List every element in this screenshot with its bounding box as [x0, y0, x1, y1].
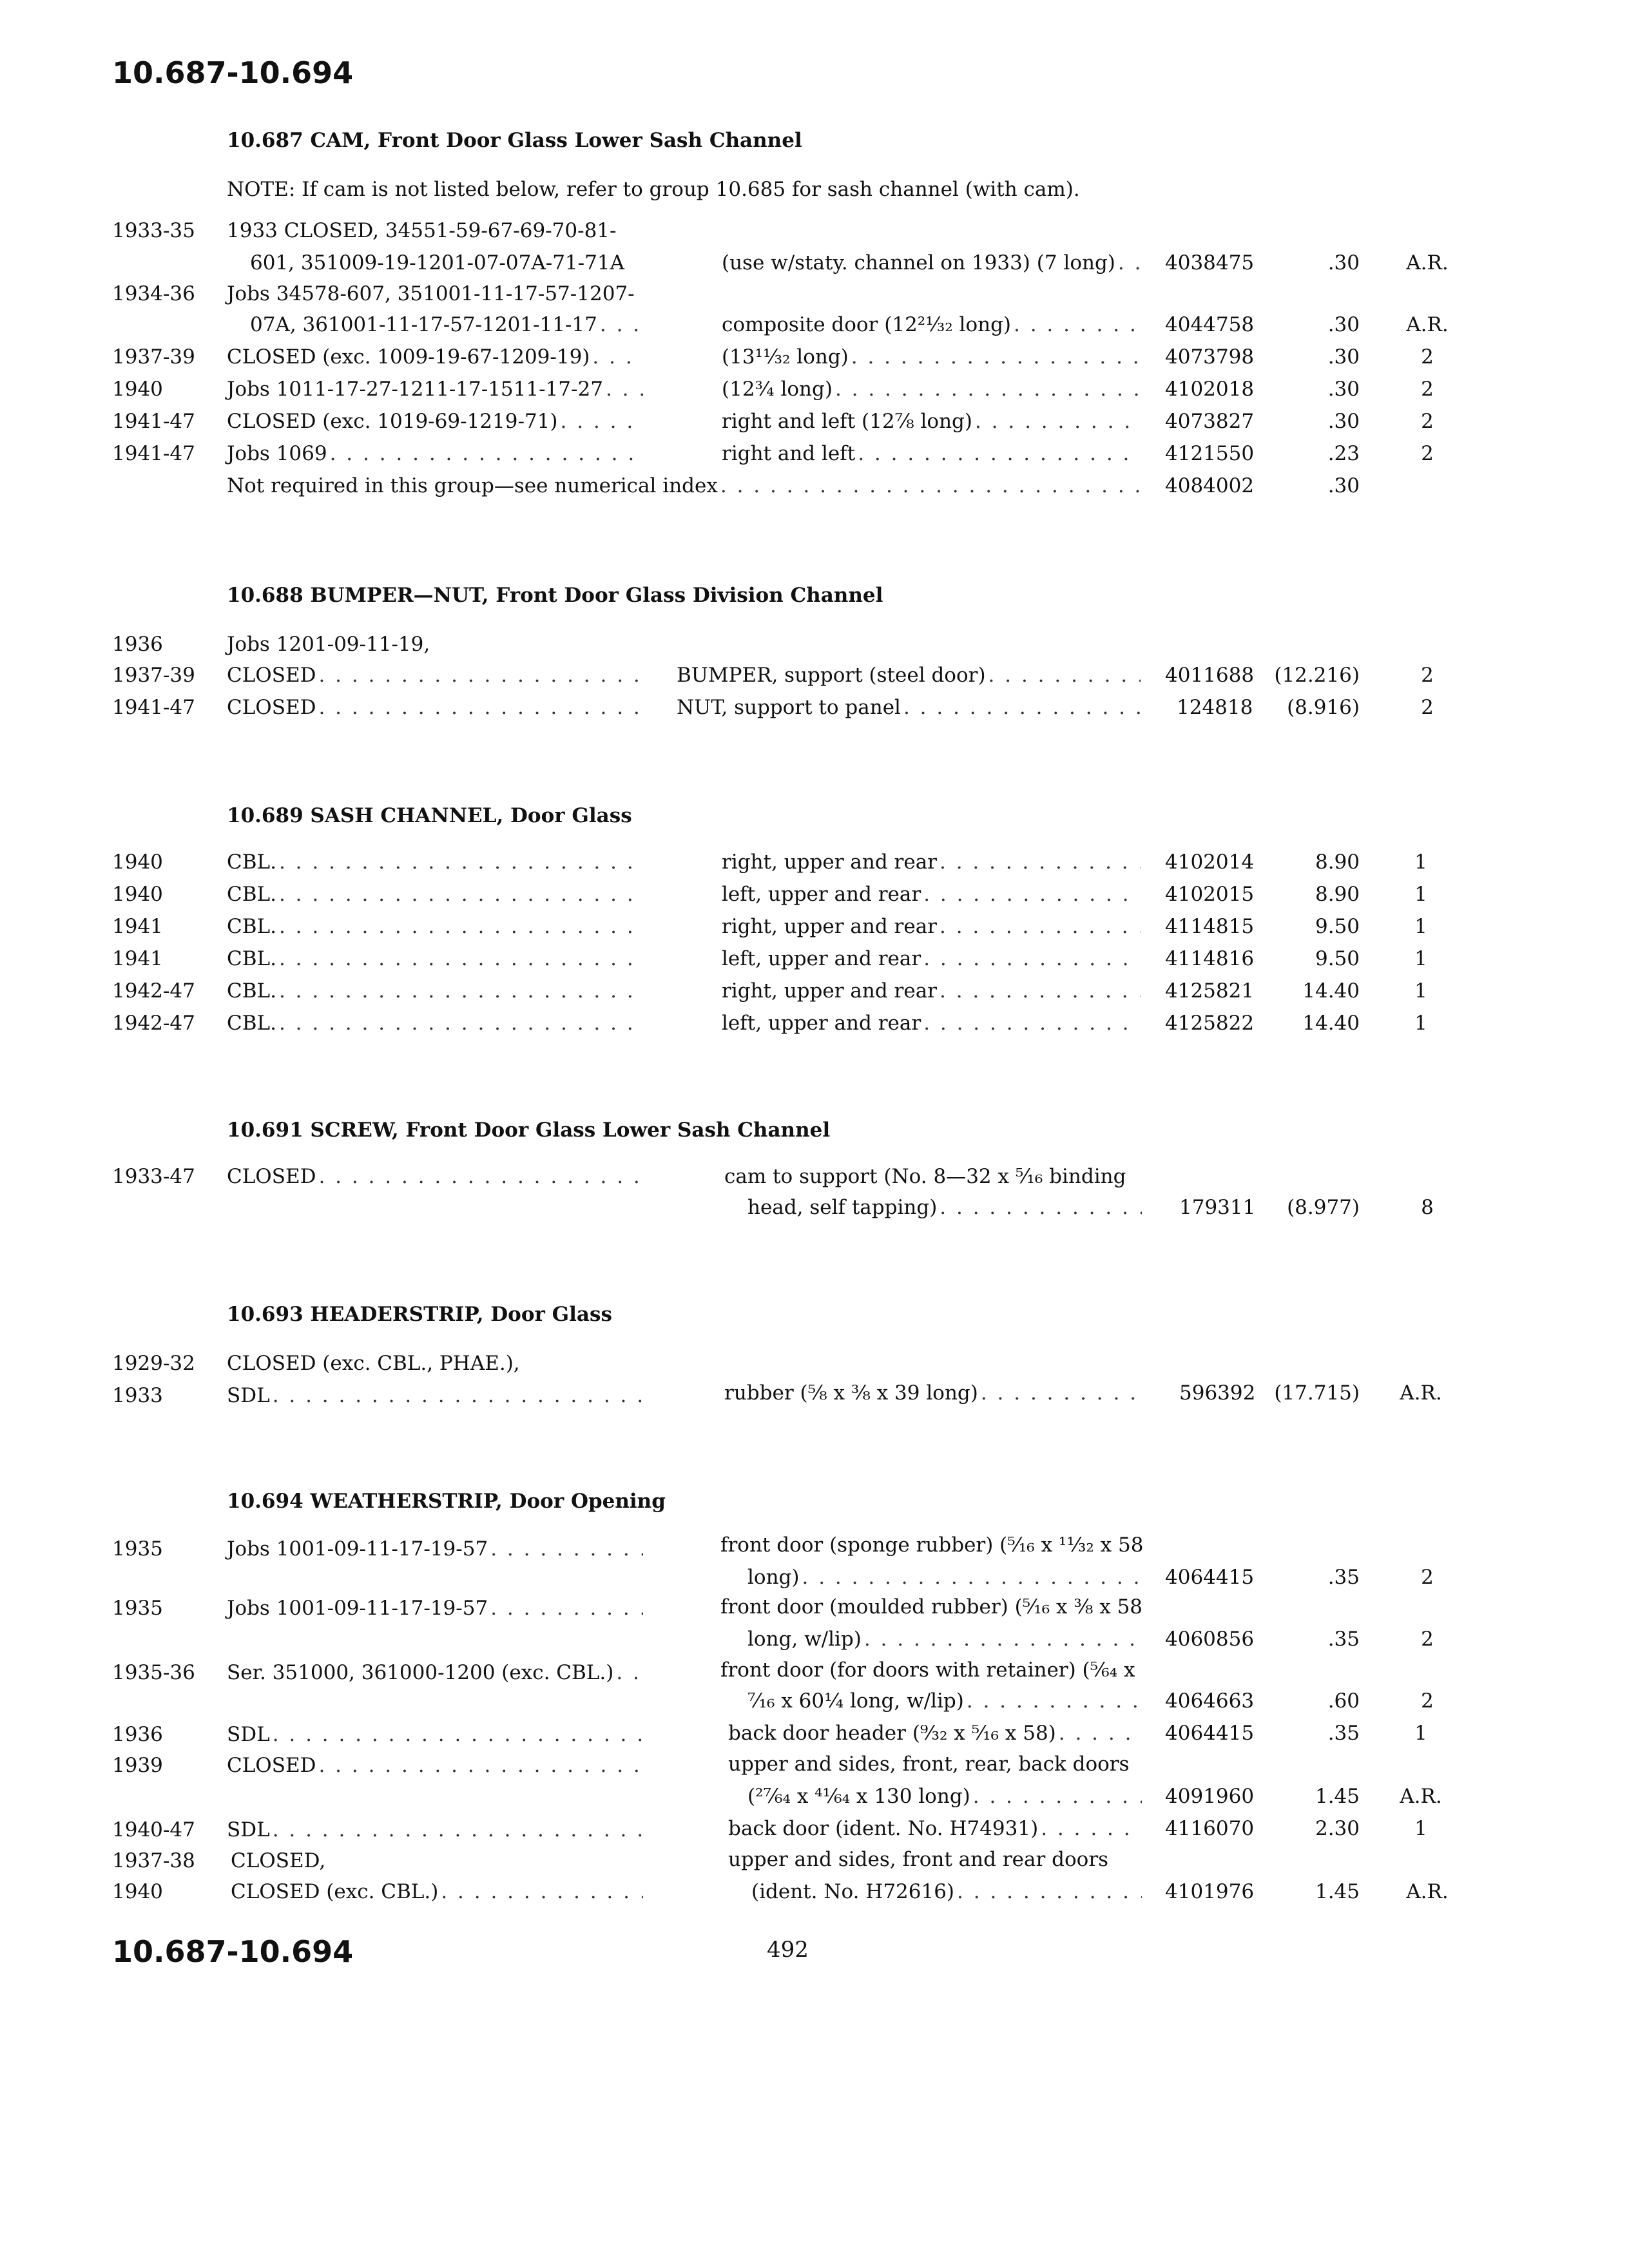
row-qty: 2 [1421, 696, 1434, 719]
row-qty: 2 [1421, 1566, 1434, 1589]
row-qty: 1 [1414, 850, 1427, 874]
row-price: .60 [1327, 1689, 1360, 1713]
row-part: 4060856 [1165, 1628, 1255, 1651]
row-price: (8.977) [1287, 1196, 1360, 1219]
row-price: 1.45 [1315, 1880, 1360, 1903]
row-qty: 1 [1414, 947, 1427, 970]
row-price: (12.216) [1274, 664, 1360, 687]
row-part: 4091960 [1165, 1785, 1255, 1808]
row-year: 1936 [112, 633, 163, 656]
row-year: 1933 [112, 1384, 163, 1407]
section-title-10-687: 10.687 CAM, Front Door Glass Lower Sash Channel [227, 129, 802, 152]
row-price: .23 [1327, 442, 1360, 465]
row-qty: A.R. [1406, 313, 1449, 336]
row-part: 4102015 [1165, 883, 1255, 906]
row-price: 8.90 [1315, 850, 1360, 874]
row-part: 4064663 [1165, 1689, 1255, 1713]
row-model: CLOSED, [231, 1849, 326, 1872]
row-part: 4038475 [1165, 251, 1255, 274]
row-desc: front door (moulded rubber) (⁵⁄₁₆ x ⅜ x 58 [720, 1595, 1143, 1619]
row-model: CBL. . . . [227, 883, 643, 906]
section-title-10-693: 10.693 HEADERSTRIP, Door Glass [227, 1303, 612, 1326]
row-desc: right and left . . . [722, 442, 1141, 465]
row-qty: 2 [1421, 410, 1434, 433]
row-model: CBL. . . . [227, 947, 643, 970]
row-desc: (12¾ long) . . . [722, 378, 1141, 401]
row-price: 14.40 [1302, 979, 1360, 1003]
row-year: 1934-36 [112, 282, 195, 305]
row-desc: right, upper and rear . . . [722, 979, 1141, 1003]
section-title-10-694: 10.694 WEATHERSTRIP, Door Opening [227, 1490, 666, 1513]
row-model: CLOSED (exc. CBL.) . . . [231, 1880, 643, 1903]
row-year: 1940 [112, 378, 163, 401]
row-year: 1940-47 [112, 1818, 195, 1841]
row-model: SDL . . . [227, 1818, 643, 1841]
row-price: .30 [1327, 378, 1360, 401]
row-part: 4121550 [1165, 442, 1255, 465]
section-title-10-691: 10.691 SCREW, Front Door Glass Lower Sash Channel [227, 1119, 831, 1142]
row-model-cont: 07A, 361001-11-17-57-1201-11-17 . . . [250, 313, 643, 336]
row-model: Jobs 1001-09-11-17-19-57 . . . [227, 1597, 643, 1620]
row-qty: A.R. [1400, 1381, 1442, 1405]
row-price: .30 [1327, 345, 1360, 369]
row-model: CLOSED . . . [227, 1754, 643, 1777]
row-year: 1936 [112, 1723, 163, 1746]
row-model: SDL . . . [227, 1384, 643, 1407]
row-desc-cont: (²⁷⁄₆₄ x ⁴¹⁄₆₄ x 130 long) . . . [747, 1785, 1142, 1808]
row-model: CLOSED . . . [227, 664, 643, 687]
row-model-cont: 601, 351009-19-1201-07-07A-71-71A [250, 251, 624, 274]
row-model: Jobs 1201-09-11-19, [227, 633, 430, 656]
row-qty: 2 [1421, 1689, 1434, 1713]
row-desc: back door header (⁹⁄₃₂ x ⁵⁄₁₆ x 58) . . . [728, 1722, 1142, 1745]
section-title-10-688: 10.688 BUMPER—NUT, Front Door Glass Division Channel [227, 584, 883, 607]
row-year: 1937-38 [112, 1849, 195, 1872]
row-model: Ser. 351000, 361000-1200 (exc. CBL.) . . . [227, 1661, 643, 1684]
row-year: 1941 [112, 915, 163, 938]
row-price: .35 [1327, 1566, 1360, 1589]
row-desc: (13¹¹⁄₃₂ long) . . . [722, 345, 1141, 369]
row-part: 124818 [1177, 696, 1253, 719]
row-price: (17.715) [1274, 1381, 1360, 1405]
row-qty: 2 [1421, 345, 1434, 369]
row-desc: upper and sides, front and rear doors [728, 1848, 1109, 1871]
row-price: .35 [1327, 1722, 1360, 1745]
row-price: .30 [1327, 410, 1360, 433]
row-qty: 1 [1414, 1817, 1427, 1840]
row-price: 9.50 [1315, 947, 1360, 970]
row-year: 1940 [112, 883, 163, 906]
row-desc: left, upper and rear . . . [722, 947, 1141, 970]
row-part: 4084002 [1165, 474, 1255, 497]
row-part: 4102018 [1165, 378, 1255, 401]
row-model: Jobs 1011-17-27-1211-17-1511-17-27 . . . [227, 378, 643, 401]
page-header-range: 10.687-10.694 [112, 55, 354, 90]
row-year: 1941 [112, 947, 163, 970]
row-desc: right and left (12⅞ long) . . . [722, 410, 1141, 433]
row-part: 4101976 [1165, 1880, 1255, 1903]
row-model: CLOSED (exc. 1009-19-67-1209-19) . . . [227, 345, 643, 369]
row-model: CBL. . . . [227, 850, 643, 874]
row-model: CLOSED (exc. 1019-69-1219-71) . . . [227, 410, 643, 433]
row-desc-cont: long, w/lip) . . . [747, 1628, 1142, 1651]
row-year: 1935-36 [112, 1661, 195, 1684]
row-part: 4073798 [1165, 345, 1255, 369]
row-desc: back door (ident. No. H74931) . . . [728, 1817, 1142, 1840]
row-year: 1937-39 [112, 345, 195, 369]
row-price: .30 [1327, 474, 1360, 497]
row-model: CLOSED . . . [227, 1165, 643, 1188]
row-qty: 1 [1414, 883, 1427, 906]
row-year: 1942-47 [112, 979, 195, 1003]
row-desc: cam to support (No. 8—32 x ⁵⁄₁₆ binding [724, 1165, 1126, 1188]
row-desc: upper and sides, front, rear, back doors [728, 1753, 1130, 1776]
row-qty: 1 [1414, 1012, 1427, 1035]
page-number: 492 [767, 1937, 809, 1963]
row-part: 4125821 [1165, 979, 1255, 1003]
page-footer-range: 10.687-10.694 [112, 1934, 354, 1969]
row-desc: left, upper and rear . . . [722, 1012, 1141, 1035]
row-desc-cont: head, self tapping) . . . [747, 1196, 1142, 1219]
row-desc-cont: (ident. No. H72616) . . . [751, 1880, 1142, 1903]
row-qty: 2 [1421, 442, 1434, 465]
row-qty: 1 [1414, 1722, 1427, 1745]
row-desc-cont: long) . . . [747, 1566, 1142, 1589]
row-part: 4064415 [1165, 1566, 1255, 1589]
row-part: 4114816 [1165, 947, 1255, 970]
row-price: .30 [1327, 313, 1360, 336]
row-model: CBL. . . . [227, 1012, 643, 1035]
row-price: 9.50 [1315, 915, 1360, 938]
row-part: 4073827 [1165, 410, 1255, 433]
row-qty: 8 [1421, 1196, 1434, 1219]
row-desc: right, upper and rear . . . [722, 850, 1141, 874]
row-qty: A.R. [1406, 1880, 1449, 1903]
row-year: 1941-47 [112, 442, 195, 465]
row-desc: rubber (⅝ x ⅜ x 39 long) . . . [724, 1381, 1143, 1405]
row-year: 1937-39 [112, 664, 195, 687]
row-model: CLOSED . . . [227, 696, 643, 719]
row-year: 1933-47 [112, 1165, 195, 1188]
row-year: 1941-47 [112, 410, 195, 433]
row-price: 1.45 [1315, 1785, 1360, 1808]
row-part: 4114815 [1165, 915, 1255, 938]
row-part: 4125822 [1165, 1012, 1255, 1035]
section-title-10-689: 10.689 SASH CHANNEL, Door Glass [227, 804, 632, 827]
row-desc: right, upper and rear . . . [722, 915, 1141, 938]
row-desc: BUMPER, support (steel door) . . . [677, 664, 1141, 687]
row-part: 4102014 [1165, 850, 1255, 874]
row-model: Jobs 34578-607, 351001-11-17-57-1207- [227, 282, 635, 305]
row-price: 14.40 [1302, 1012, 1360, 1035]
row-qty: 2 [1421, 1628, 1434, 1651]
row-qty: A.R. [1406, 251, 1449, 274]
section-note: NOTE: If cam is not listed below, refer to group 10.685 for sash channel (with cam). [227, 178, 1080, 201]
row-model: Jobs 1001-09-11-17-19-57 . . . [227, 1537, 643, 1561]
row-qty: 2 [1421, 378, 1434, 401]
row-qty: 1 [1414, 915, 1427, 938]
row-part: 4011688 [1165, 664, 1255, 687]
row-part: 4044758 [1165, 313, 1255, 336]
row-part: 179311 [1179, 1196, 1256, 1219]
row-price: 8.90 [1315, 883, 1360, 906]
row-desc: left, upper and rear . . . [722, 883, 1141, 906]
row-year: 1935 [112, 1537, 163, 1561]
row-model: CBL. . . . [227, 979, 643, 1003]
row-part: 4116070 [1165, 1817, 1255, 1840]
row-qty: 2 [1421, 664, 1434, 687]
row-desc: composite door (12²¹⁄₃₂ long) . . . [722, 313, 1141, 336]
row-desc: front door (sponge rubber) (⁵⁄₁₆ x ¹¹⁄₃₂ x 58 [720, 1533, 1144, 1557]
row-part: 596392 [1179, 1381, 1256, 1405]
row-year: 1933-35 [112, 219, 195, 242]
row-desc: front door (for doors with retainer) (⁵⁄₆₄ x [720, 1658, 1135, 1682]
row-qty: A.R. [1400, 1785, 1442, 1808]
row-year: 1942-47 [112, 1012, 195, 1035]
row-desc: (use w/staty. channel on 1933) (7 long) . . . [722, 251, 1141, 274]
row-year: 1929-32 [112, 1352, 195, 1375]
row-model: CBL. . . . [227, 915, 643, 938]
row-model: SDL . . . [227, 1723, 643, 1746]
row-price: 2.30 [1315, 1817, 1360, 1840]
row-model: 1933 CLOSED, 34551-59-67-69-70-81- [227, 219, 617, 242]
row-qty: 1 [1414, 979, 1427, 1003]
row-model: Jobs 1069 . . . [227, 442, 643, 465]
row-desc: NUT, support to panel . . . [677, 696, 1141, 719]
row-year: 1935 [112, 1597, 163, 1620]
row-desc-cont: ⁷⁄₁₆ x 60¼ long, w/lip) . . . [747, 1689, 1142, 1713]
row-model: CLOSED (exc. CBL., PHAE.), [227, 1352, 520, 1375]
row-year: 1940 [112, 1880, 163, 1903]
row-year: 1939 [112, 1754, 163, 1777]
not-required-line: Not required in this group—see numerical index . . . [227, 474, 1141, 497]
row-year: 1941-47 [112, 696, 195, 719]
row-price: (8.916) [1287, 696, 1360, 719]
row-part: 4064415 [1165, 1722, 1255, 1745]
row-price: .35 [1327, 1628, 1360, 1651]
row-year: 1940 [112, 850, 163, 874]
row-price: .30 [1327, 251, 1360, 274]
